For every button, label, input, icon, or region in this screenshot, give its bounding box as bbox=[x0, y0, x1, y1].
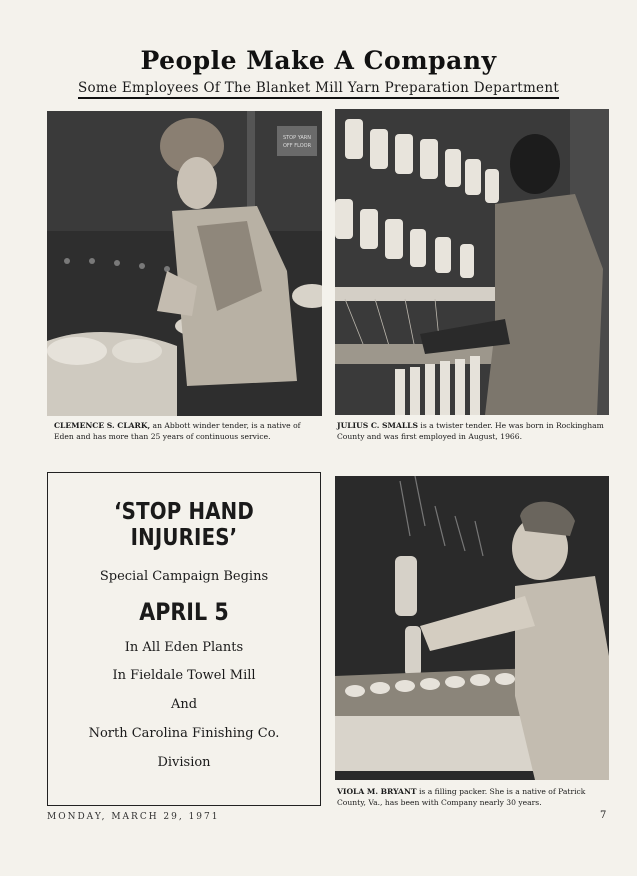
photo-viola-bryant-image bbox=[335, 476, 609, 780]
sign-text-line2: OFF FLOOR bbox=[282, 143, 312, 149]
notice-line-and: And bbox=[170, 697, 198, 712]
subtitle-container bbox=[0, 77, 637, 99]
caption-viola-bryant bbox=[337, 786, 615, 808]
page-title: People Make A Company bbox=[140, 46, 497, 75]
caption-text: is a twister tender. He was born in Rockingham County and was first employed in August, 1966. bbox=[337, 421, 604, 441]
notice-line-eden: In All Eden Plants bbox=[124, 640, 244, 655]
photo-julius-smalls-image bbox=[335, 109, 609, 415]
caption-text: an Abbott winder tender, is a native of Eden and has more than 25 years of continuous service. bbox=[54, 421, 301, 441]
sign-text-line1: STOP YARN bbox=[282, 135, 312, 141]
notice-line-fieldale: In Fieldale Towel Mill bbox=[112, 668, 256, 683]
caption-text: is a filling packer. She is a native of Patrick County, Va., has been with Company nearly 30 years. bbox=[337, 787, 586, 807]
page-subtitle: Some Employees Of The Blanket Mill Yarn Preparation Department bbox=[78, 80, 559, 99]
notice-date: APRIL 5 bbox=[139, 598, 229, 626]
caption-name: CLEMENCE S. CLARK, bbox=[54, 421, 151, 430]
notice-line-division: Division bbox=[157, 755, 211, 770]
caption-clemence-clark bbox=[54, 420, 318, 442]
safety-notice-box bbox=[47, 472, 321, 806]
photo-clemence-clark bbox=[47, 111, 322, 416]
photo-julius-smalls bbox=[335, 109, 609, 415]
page-number: 7 bbox=[600, 810, 607, 821]
photo-clemence-clark-image bbox=[47, 111, 322, 416]
photo-viola-bryant bbox=[335, 476, 609, 780]
notice-headline: ‘STOP HAND INJURIES’ bbox=[113, 499, 255, 551]
notice-line-campaign: Special Campaign Begins bbox=[99, 569, 269, 584]
caption-name: VIOLA M. BRYANT bbox=[337, 787, 417, 796]
caption-julius-smalls bbox=[337, 420, 613, 442]
notice-line-nc-finishing: North Carolina Finishing Co. bbox=[88, 726, 280, 741]
caption-name: JULIUS C. SMALLS bbox=[337, 421, 418, 430]
footer-date: MONDAY, MARCH 29, 1971 bbox=[47, 812, 220, 822]
